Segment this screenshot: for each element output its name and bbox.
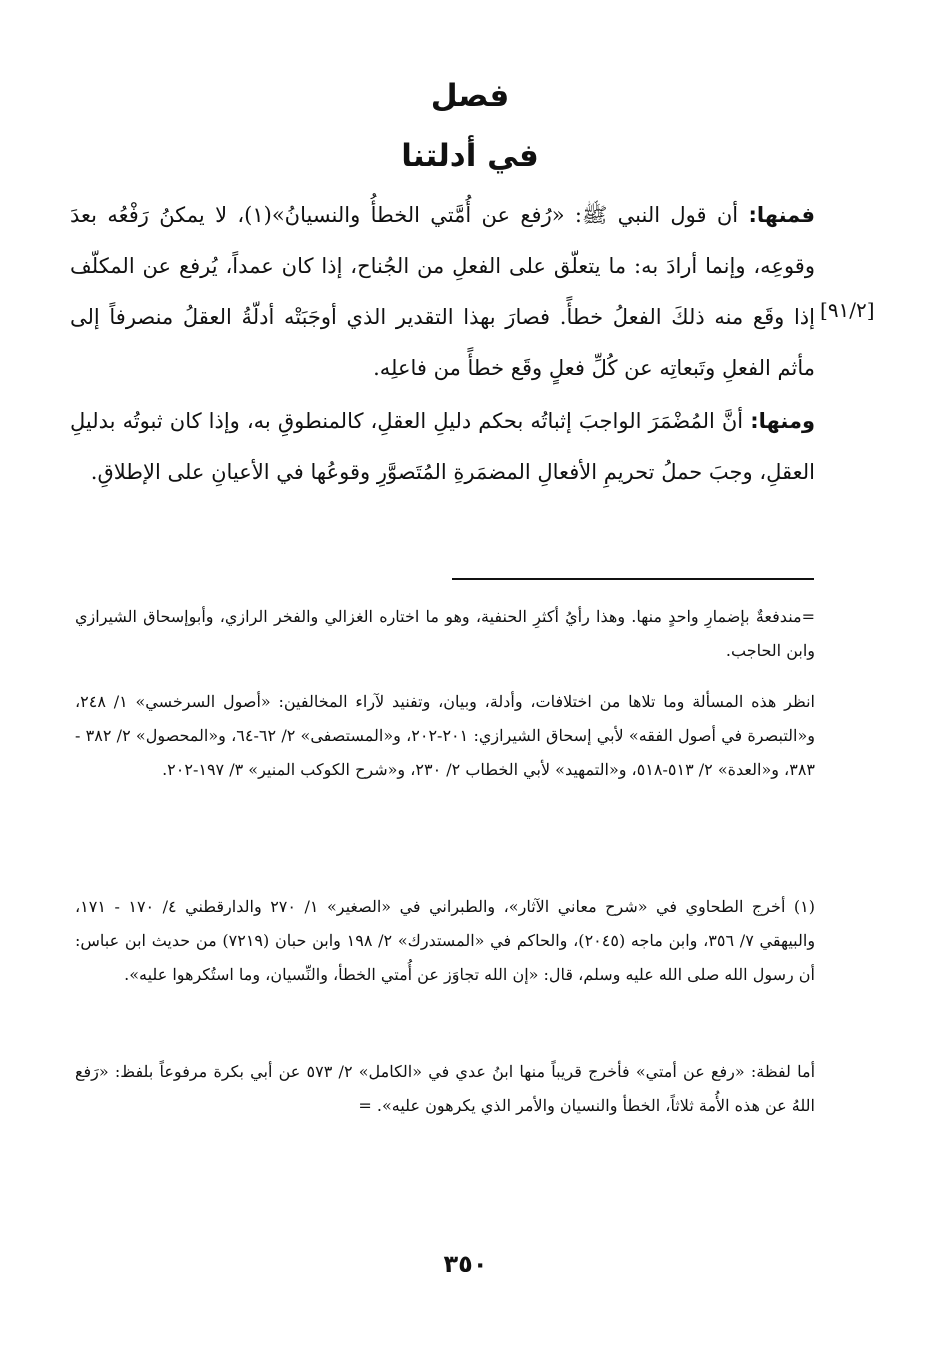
body-paragraph-1 bbox=[70, 190, 815, 394]
footnote-1-continued: أما لفظة: «رفع عن أمتي» فأخرج قريباً منها ابنُ عدي في «الكامل» ٢/ ٥٧٣ عن أبي بكرة مرفوعاً بلفظ: «رَفع اللهُ عن هذه الأُمة ثلاثاً، الخطأ والنسيان والأمر الذي يكرهون عليه». = bbox=[75, 1062, 816, 1115]
footnote-references: انظر هذه المسألة وما تلاها من اختلافات، وأدلة، وبيان، وتفنيد لآراء المخالفين: «أصول السرخسي» ١/ ٢٤٨، و«التبصرة في أصول الفقه» لأبي إسحاق الشيرازي: ٢٠١-٢٠٢، و«المستصفى» ٢/ ٦٢-٦٤، و«المحصول» ٢/ ٣٨٢ - ٣٨٣، و«العدة» ٢/ ٥١٣-٥١٨، و«التمهيد» لأبي الخطاب ٢/ ٢٣٠، و«شرح الكوكب المنير» ٣/ ١٩٧-٢٠٢. bbox=[75, 692, 815, 779]
paragraph-text-1: أن قول النبي ﷺ: «رُفع عن أُمَّتي الخطأُ والنسيانُ»(١)، لا يمكنُ رَفْعُه بعدَ وقوعِه، وإنما أرادَ به: ما يتعلّق على الفعلِ من الجُناح، إذا كان عمداً، يُرفع عن المكلّف إذا وقَع منه ذلكَ الفعلُ خطأً. فصارَ بهذا التقدير الذي أوجَبَتْه أدلّةُ العقلُ منصرفاً إلى مأثم الفعلِ وتَبعاتِه عن كُلِّ فعلٍ وقَع خطأً من فاعلِه. bbox=[70, 203, 815, 380]
paragraph-lead-1: فمنها: bbox=[748, 203, 815, 227]
page-number: ٣٥٠ bbox=[443, 1250, 488, 1278]
section-subtitle: في أدلتنا bbox=[401, 138, 539, 174]
footnote-1: (١) أخرج الطحاوي في «شرح معاني الآثار»، والطبراني في «الصغير» ١/ ٢٧٠ والدارقطني ٤/ ١٧٠ - ١٧١، والبيهقي ٧/ ٣٥٦، وابن ماجه (٢٠٤٥)، والحاكم في «المستدرك» ٢/ ١٩٨ وابن حبان (٧٢١٩) من حديث ابن عباس: أن رسول الله صلى الله عليه وسلم، قال: «إن الله تجاوَز عن أُمتي الخطأ، والنِّسيان، وما استُكرهوا عليه». bbox=[75, 897, 816, 984]
footnote-separator bbox=[452, 578, 814, 580]
paragraph-lead-2: ومنها: bbox=[750, 409, 816, 433]
paragraph-text-2: أنَّ المُضْمَرَ الواجبَ إثباتُه بحكم دليلِ العقلِ، كالمنطوقِ به، وإذا كان ثبوتُه بدليلِ العقلِ، وجبَ حملُ تحريمِ الأفعالِ المضمَرةِ المُتَصوَّرِ وقوعُها في الأعيانِ على الإطلاقِ. bbox=[70, 409, 815, 484]
section-title: فصل bbox=[430, 78, 510, 114]
footnote-continuation: =مندفعةٌ بإضمارِ واحدٍ منها. وهذا رأيُ أكثرِ الحنفية، وهو ما اختاره الغزالي والفخر الرازي، وأبوإسحاق الشيرازي وابن الحاجب. bbox=[75, 607, 815, 660]
margin-page-marker: [٩١/٢] bbox=[820, 298, 875, 322]
body-paragraph-2 bbox=[70, 396, 815, 498]
